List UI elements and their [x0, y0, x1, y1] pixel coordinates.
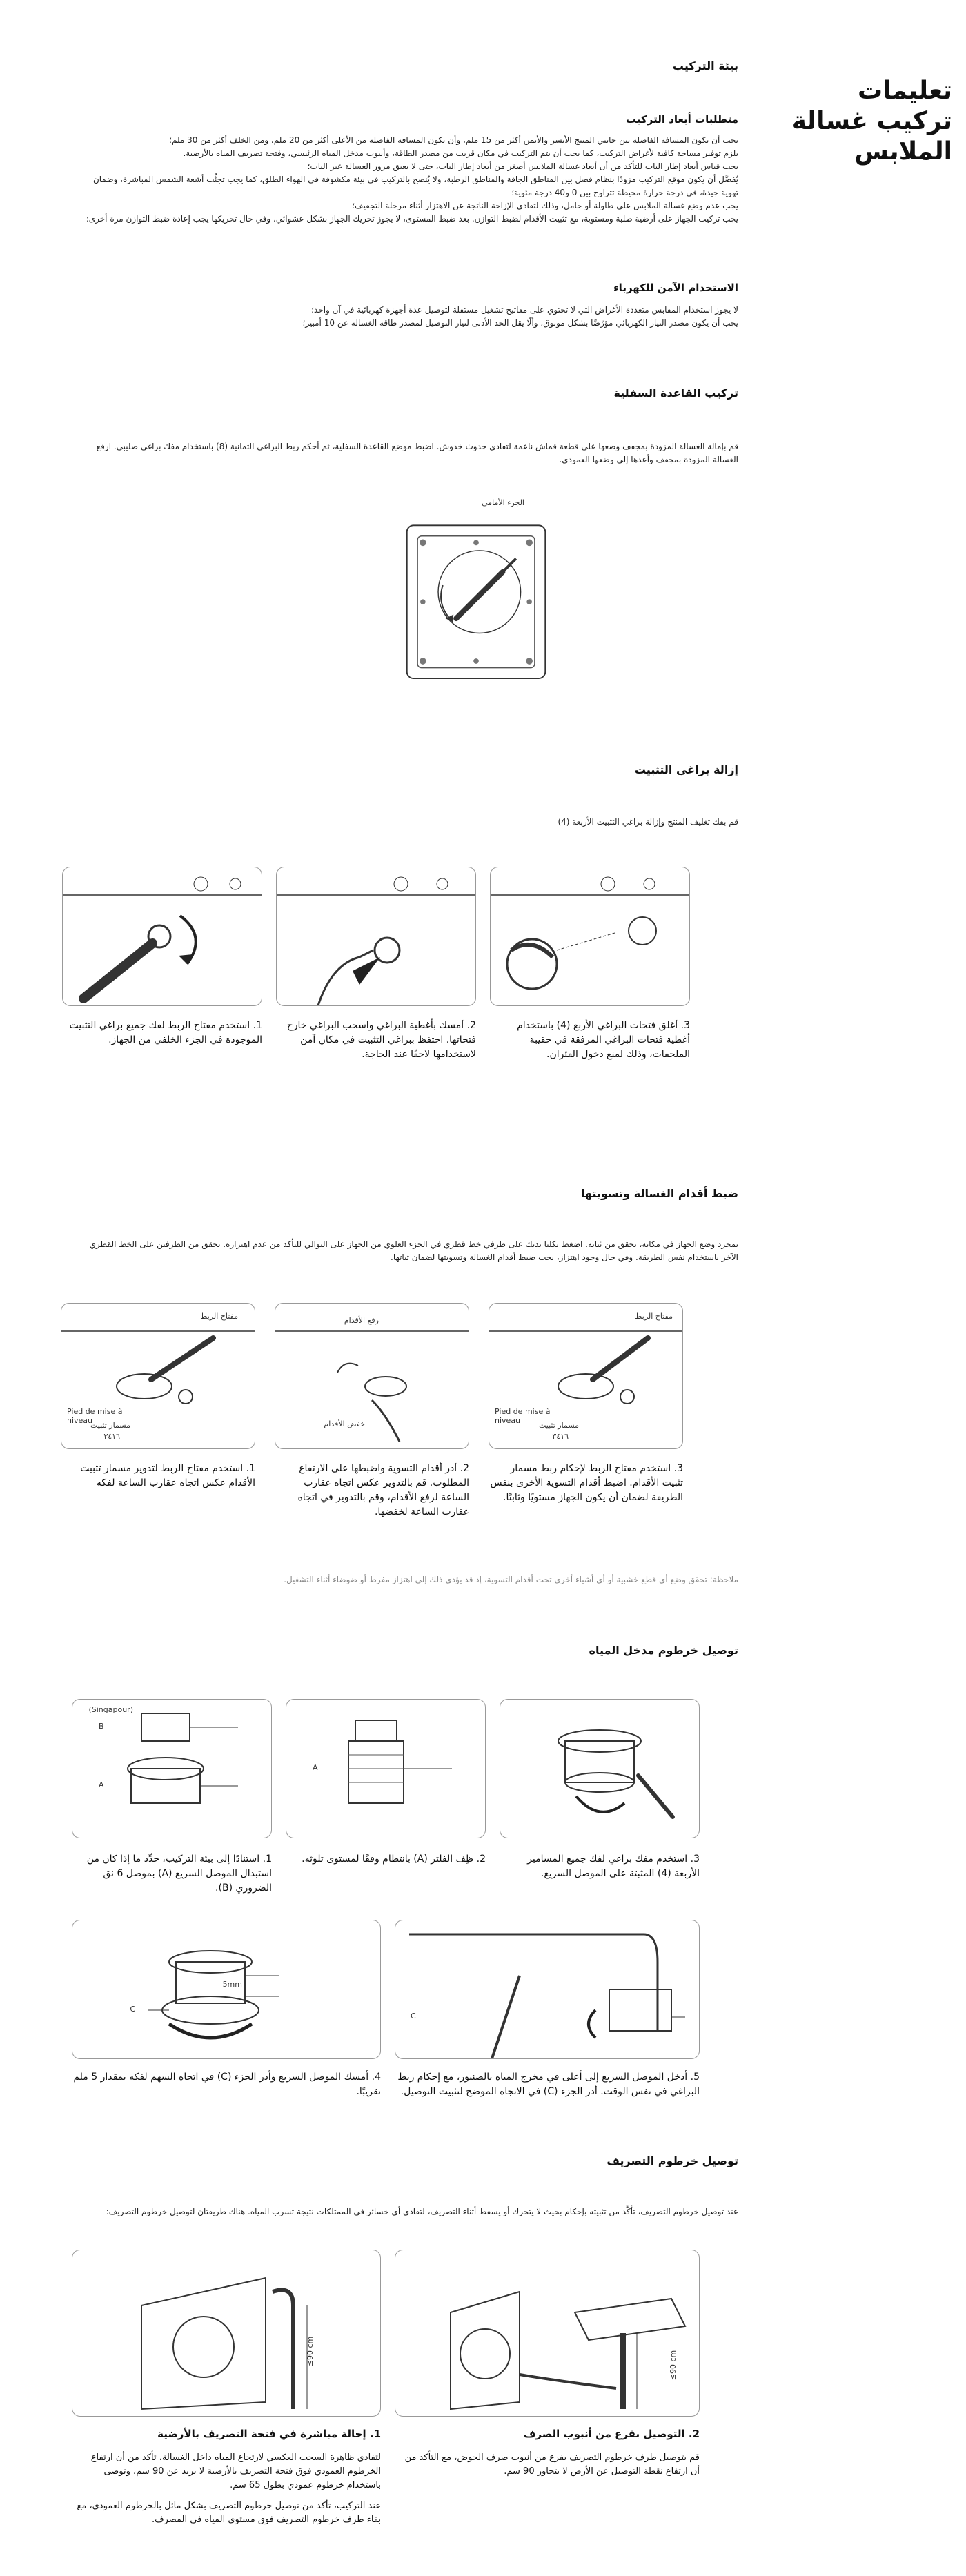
- drain-method-2-list: [396, 2451, 700, 2486]
- inlet-step-1-figure: [72, 1699, 272, 1838]
- rotate-foot-diagram: [275, 1304, 469, 1448]
- inlet-step-5-caption: 5. أدخل الموصل السريع إلى أعلى في مخرج المياه بالصنبور، مع إحكام ربط البراغي في نفس الوقت. أدر الجزء (C) في الاتجاه الموضح لتثبيت التوصيل.: [397, 2072, 700, 2097]
- raise-label: رفع الأقدام: [344, 1316, 379, 1325]
- elec-heading: الاستخدام الآمن للكهرباء: [613, 282, 738, 294]
- height-limit-label: ≤90 cm: [305, 2336, 315, 2367]
- front-label: الجزء الأمامي: [482, 498, 524, 507]
- elec-para: يجب أن يكون مصدر التيار الكهربائي مؤرّضًا بشكل موثوق، وألّا يقل الحد الأدنى لتيار التوصيل لمصدر طاقة الغسالة عن 10 أمبير؛: [302, 318, 738, 328]
- dims-para: يجب قياس أبعاد إطار الباب للتأكد من أن أبعاد غسالة الملابس أصغر من أبعاد إطار الباب، حتى لا يعيق مرور الغسالة عبر الباب؛: [307, 161, 738, 171]
- part-b-label: B: [99, 1722, 104, 1731]
- part-a-label: A: [313, 1763, 318, 1772]
- dims-para: يجب تركيب الجهاز على أرضية صلبة ومستوية، مع تثبيت الأقدام لضبط التوازن. بعد ضبط المستوى، لا يجوز تحريك الجهاز بشكل عشوائي، وفي حال تحريكها يجب إعادة ضبط التوازن مرة أخرى؛: [86, 214, 738, 224]
- inlet-step-1-caption: 1. استنادًا إلى بيئة التركيب، حدِّد ما إذا كان من استبدال الموصل السريع (A) بموصل 6 نق الضروري (B).: [86, 1854, 272, 1894]
- inlet-heading: توصيل خرطوم مدخل المياه: [589, 1644, 738, 1657]
- list-item: عند التركيب، تأكد من توصيل خرطوم التصريف بشكل مائل بالخرطوم العمودي، مع بقاء طرف خرطوم التصريف فوق مستوى المياه في المصرف.: [77, 2501, 381, 2525]
- base-figure: [400, 498, 552, 705]
- rotate-c-diagram: [72, 1920, 380, 2058]
- feet-step-1-figure: [61, 1303, 255, 1449]
- dims-heading: متطلبات أبعاد التركيب: [626, 113, 738, 126]
- attach-tap-diagram: [395, 1920, 699, 2058]
- dims-para: يُفضَّل أن يكون موقع التركيب مزودًا بنظام فصل بين المناطق الجافة والمناطق الرطبة، ولا يُنصح بالتركيب في بيئة مكشوفة في الهواء الطلق، كما يجب تجنُّب أشعة الشمس المباشرة، وضمان تهوية جيدة، في درجة حرارة محيطة تتراوح بين 0 و40 درجة مئوية؛: [92, 175, 738, 197]
- bolts-step-1-figure: [62, 867, 262, 1006]
- feet-step-3-caption: 3. استخدم مفتاح الربط لإحكام ربط مسمار تثبيت الأقدام. اضبط أقدام التسوية الأخرى بنفس الطريقة لضمان أن يكون الجهاز مستويًا وثابتًا.: [490, 1463, 683, 1503]
- singapore-label: (Singapour): [88, 1705, 133, 1714]
- inlet-step-3-caption: 3. استخدم مفك براغي لفك جميع المسامير الأربعة (4) المثبتة على الموصل السريع.: [527, 1854, 700, 1879]
- inlet-step-5-figure: [395, 1920, 700, 2059]
- feet-note: ملاحظة: تحقق وضع أي قطع خشبية أو أي أشياء أخرى تحت أقدام التسوية، إذ قد يؤدي ذلك إلى اهتزاز مفرط أو ضوضاء أثناء التشغيل.: [284, 1575, 738, 1584]
- bolts-intro: قم بفك تغليف المنتج وإزالة براغي التثبيت الأربعة (4): [558, 817, 738, 827]
- wrench-label: مفتاح الربط: [200, 1312, 238, 1321]
- gap-5mm-label: 5mm: [222, 1980, 242, 1989]
- feet-step-2-figure: [275, 1303, 469, 1449]
- bolts-heading: إزالة براغي التثبيت: [634, 763, 738, 776]
- lock-screw-label: مسمار تثبيت: [538, 1421, 579, 1430]
- base-diagram: [400, 512, 552, 698]
- unscrew-connector-diagram: [500, 1700, 699, 1838]
- connector-options-diagram: [72, 1700, 271, 1838]
- lock-screw-label: مسمار تثبيت: [90, 1421, 130, 1430]
- height-limit-label: ≤90 cm: [668, 2350, 678, 2381]
- bolts-step-1-caption: 1. استخدم مفتاح الربط لفك جميع براغي التثبيت الموجودة في الجزء الخلفي من الجهاز.: [69, 1020, 262, 1045]
- wrench-bolt-diagram: [63, 867, 262, 1005]
- lock-screw-id: ٣٤١٦: [552, 1432, 569, 1441]
- feet-paragraph: بمجرد وضع الجهاز في مكانه، تحقق من ثباته. اضغط بكلتا يديك على طرفي خط قطري في الجزء العلوي من الجهاز على التوالي للتأكد من عدم اهتزازه. تحقق من الطرفين على الخط القطري الآخر باستخدام نفس الطريقة. وفي حال وجود اهتزاز، يجب ضبط أقدام الغسالة وتسويتها لضمان ثباتها.: [89, 1239, 738, 1262]
- drain-method-1-figure: [72, 2250, 381, 2417]
- env-heading: بيئة التركيب: [672, 59, 738, 72]
- list-item: قم بتوصيل طرف خرطوم التصريف بفرع من أنبوب صرف الحوض، مع التأكد من أن ارتفاع نقطة التوصيل عن الأرض لا يتجاوز 90 سم.: [404, 2452, 700, 2477]
- foot-label-fr: Pied de mise à niveau: [67, 1407, 123, 1425]
- pull-bolt-diagram: [277, 867, 475, 1005]
- dims-para: يجب أن تكون المسافة الفاصلة بين جانبي المنتج الأيسر والأيمن أكثر من 15 ملم، وأن تكون المسافة الفاصلة من الأعلى أكثر من 20 ملم، ومن الخلف أكثر من 30 ملم؛: [169, 135, 738, 145]
- inlet-step-4-figure: [72, 1920, 381, 2059]
- wrench-label: مفتاح الربط: [635, 1312, 673, 1321]
- page-title: تعليمات تركيب غسالة الملابس: [791, 77, 952, 166]
- drain-method-1-title: 1. إحالة مباشرة في فتحة التصريف بالأرضية: [157, 2428, 381, 2440]
- sink-drain-diagram: [395, 2250, 699, 2416]
- dims-para: يلزم توفير مساحة كافية لأغراض التركيب، كما يجب أن يتم التركيب في مكان قريب من مصدر الطاقة، وأنبوب مدخل المياه الرئيسي، وفتحة تصريف المياه بالأرضية.: [183, 148, 738, 158]
- drain-method-1-list: [73, 2451, 381, 2534]
- part-a-label: A: [99, 1780, 104, 1789]
- bolts-step-3-figure: [490, 867, 690, 1006]
- cap-bolt-diagram: [491, 867, 689, 1005]
- inlet-step-3-figure: [500, 1699, 700, 1838]
- bolts-step-3-caption: 3. أغلق فتحات البراغي الأربع (4) باستخدام أغطية فتحات البراغي المرفقة في حقيبة الملحقات، وذلك لمنع دخول الفئران.: [517, 1020, 690, 1060]
- base-paragraph: قم بإمالة الغسالة المزودة بمجفف وضعها على قطعة قماش ناعمة لتفادي حدوث خدوش. اضبط موضع القاعدة السفلية، ثم أحكم ربط البراغي الثمانية (8) باستخدام مفك براغي صليبي. ارفع الغسالة المزودة بمجفف وأعدها إلى وضعها العمودي.: [96, 442, 738, 464]
- feet-step-3-figure: [489, 1303, 683, 1449]
- base-heading: تركيب القاعدة السفلية: [613, 386, 738, 400]
- feet-step-1-caption: 1. استخدم مفتاح الربط لتدوير مسمار تثبيت الأقدام عكس اتجاه عقارب الساعة لفكه: [80, 1463, 255, 1488]
- elec-paragraphs: [76, 304, 738, 330]
- feet-heading: ضبط أقدام الغسالة وتسويتها: [580, 1187, 738, 1200]
- dims-para: يجب عدم وضع غسالة الملابس على طاولة أو حامل، وذلك لتفادي الإزاحة الناتجة عن الاهتزاز أثناء مرحلة التجفيف؛: [352, 201, 738, 210]
- tighten-foot-diagram: [489, 1304, 682, 1448]
- list-item: لتفادي ظاهرة السحب العكسي لارتجاع المياه داخل الغسالة، تأكد من أن ارتفاع الخرطوم العمودي فوق فتحة التصريف بالأرضية لا يزيد عن 90 سم، وتوصى باستخدام خرطوم عمودي بطول 65 سم.: [90, 2452, 381, 2490]
- drain-method-2-title: 2. التوصيل بفرع من أنبوب الصرف: [523, 2428, 700, 2440]
- lock-screw-id: ٣٤١٦: [103, 1432, 120, 1441]
- inlet-step-2-figure: [286, 1699, 486, 1838]
- drain-method-2-figure: [395, 2250, 700, 2417]
- elec-para: لا يجوز استخدام المقابس متعددة الأغراض التي لا تحتوي على مفاتيح تشغيل مستقلة لتوصيل عدة أجهزة كهربائية في آن واحد؛: [311, 305, 738, 315]
- bolts-step-2-caption: 2. أمسك بأغطية البراغي واسحب البراغي خارج فتحاتها. احتفظ ببراغي التثبيت في مكان آمن لاستخدامها لاحقًا عند الحاجة.: [286, 1020, 476, 1060]
- foot-label-fr: Pied de mise à niveau: [495, 1407, 551, 1425]
- drain-paragraph: عند توصيل خرطوم التصريف، تأكَّد من تثبيته بإحكام بحيث لا يتحرك أو يسقط أثناء التصريف، لتفادي أي خسائر في الممتلكات نتيجة تسرب المياه. هناك طريقتان لتوصيل خرطوم التصريف:: [106, 2207, 738, 2216]
- bolts-step-2-figure: [276, 867, 476, 1006]
- lower-label: خفض الأقدام: [324, 1419, 365, 1428]
- floor-drain-diagram: [72, 2250, 380, 2416]
- dims-paragraphs: [76, 134, 738, 226]
- part-c-label: C: [130, 2005, 135, 2014]
- drain-heading: توصيل خرطوم التصريف: [607, 2154, 738, 2167]
- inlet-step-2-caption: 2. ظِف الفلتر (A) بانتظام وفقًا لمستوى تلوثه.: [302, 1854, 486, 1865]
- inlet-step-4-caption: 4. أمسك الموصل السريع وأدر الجزء (C) في اتجاه السهم لفكه بمقدار 5 ملم تقريبًا.: [73, 2072, 381, 2097]
- feet-step-2-caption: 2. أدر أقدام التسوية واضبطها على الارتفاع المطلوب. قم بالتدوير عكس اتجاه عقارب الساعة لرفع الأقدام، وقم بالتدوير في اتجاه عقارب الساعة لخفضها.: [297, 1463, 469, 1517]
- part-c-label: C: [411, 2012, 416, 2021]
